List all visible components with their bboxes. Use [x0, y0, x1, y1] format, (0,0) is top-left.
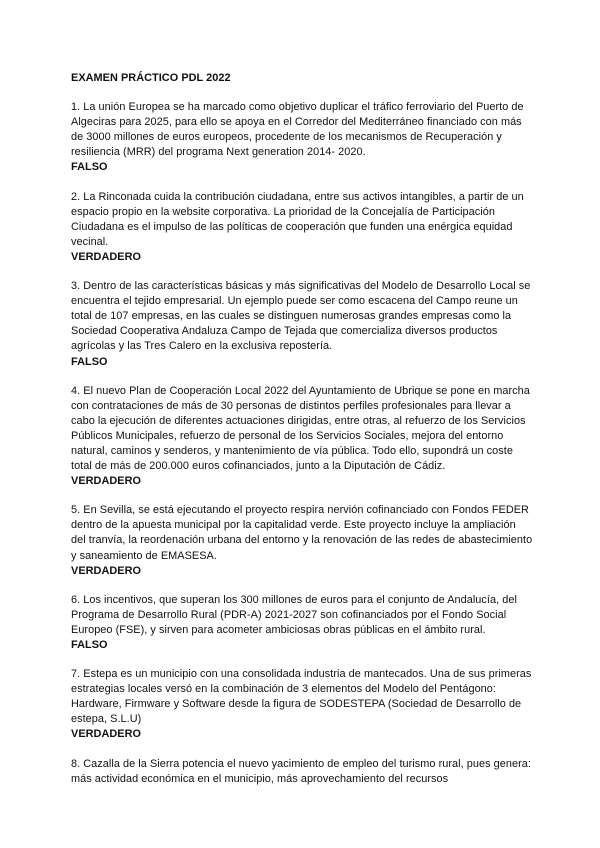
question-answer: FALSO [71, 355, 108, 368]
question-answer: VERDADERO [71, 475, 142, 488]
question-7 [71, 667, 533, 742]
question-4 [71, 384, 533, 490]
question-answer: FALSO [71, 639, 108, 651]
question-text: 3. Dentro de las características básicas y más significativas del Modelo de Desarrollo Local se encuentra el tejido empresarial. Un ejemplo puede ser como escacena del Campo reune un total de 107 empresas, en las cuales se distinguen numerosas grandes empresas como la Sociedad Cooperativa Andaluza Campo de Tejada que comercializa diversos productos agrícolas y las Tres Calero en la exclusiva repostería. [71, 280, 531, 353]
question-text: 2. La Rinconada cuida la contribución ciudadana, entre sus activos intangibles, a partir de un espacio propio en la website corporativa. La prioridad de la Concejalía de Participación Ciudadana es el impulso de las políticas de cooperación que funden una enérgica equidad vecinal. [71, 190, 524, 248]
question-answer: VERDADERO [71, 564, 142, 577]
question-answer: VERDADERO [71, 728, 142, 741]
question-answer: FALSO [71, 161, 108, 174]
document-page [71, 71, 533, 801]
question-text: 8. Cazalla de la Sierra potencia el nuevo yacimiento de empleo del turismo rural, pues genera: más actividad económica en el municipio, más aprovechamiento del recursos [71, 757, 531, 785]
question-5 [71, 503, 533, 578]
question-1 [71, 100, 533, 175]
question-6 [71, 593, 533, 653]
question-8 [71, 757, 533, 787]
question-3 [71, 279, 533, 370]
question-text: 5. En Sevilla, se está ejecutando el proyecto respira nervión cofinanciado con Fondos FEDER dentro de la apuesta municipal por la capitalidad verde. Este proyecto incluye la ampliación del tranvía, la reordenación urbana del entorno y la renovación de las redes de abastecimiento y saneamiento de EMASESA. [71, 504, 533, 562]
document-title: EXAMEN PRÁCTICO PDL 2022 [71, 72, 231, 84]
question-text: 6. Los incentivos, que superan los 300 millones de euros para el conjunto de Andalucía, del Programa de Desarrollo Rural (PDR-A) 2021-2027 son cofinanciados por el Fondo Social Europeo (FSE), y sirven para acometer ambiciosas obras públicas en el ámbito rural. [71, 593, 517, 636]
question-text: 7. Estepa es un municipio con una consolidada industria de mantecados. Una de sus primeras estrategias locales versó en la combinación de 3 elementos del Modelo del Pentágono: Hardware, Firmware y Software desde la figura de SODESTEPA (Sociedad de Desarrollo de estepa, S.L.U) [71, 668, 532, 726]
question-text: 4. El nuevo Plan de Cooperación Local 2022 del Ayuntamiento de Ubrique se pone en marcha con contrataciones de más de 30 personas de distintos perfiles profesionales para llevar a cabo la ejecución de diferentes actuaciones dirigidas, entre otras, al refuerzo de los Servicios Públicos Municipales, refuerzo de personal de los Servicios Sociales, mejora del entorno natural, caminos y senderos, y mantenimiento de vía pública. Todo ello, supondrá un coste total de más de 200.000 euros cofinanciados, junto a la Diputación de Cádiz. [71, 384, 530, 473]
question-text: 1. La unión Europea se ha marcado como objetivo duplicar el tráfico ferroviario del Puerto de Algeciras para 2025, para ello se apoya en el Corredor del Mediterráneo financiado con más de 3000 millones de euros europeos, procedente de los mecanismos de Recuperación y resiliencia (MRR) del programa Next generation 2014- 2020. [71, 101, 524, 159]
question-answer: VERDADERO [71, 250, 142, 263]
question-2 [71, 190, 533, 265]
